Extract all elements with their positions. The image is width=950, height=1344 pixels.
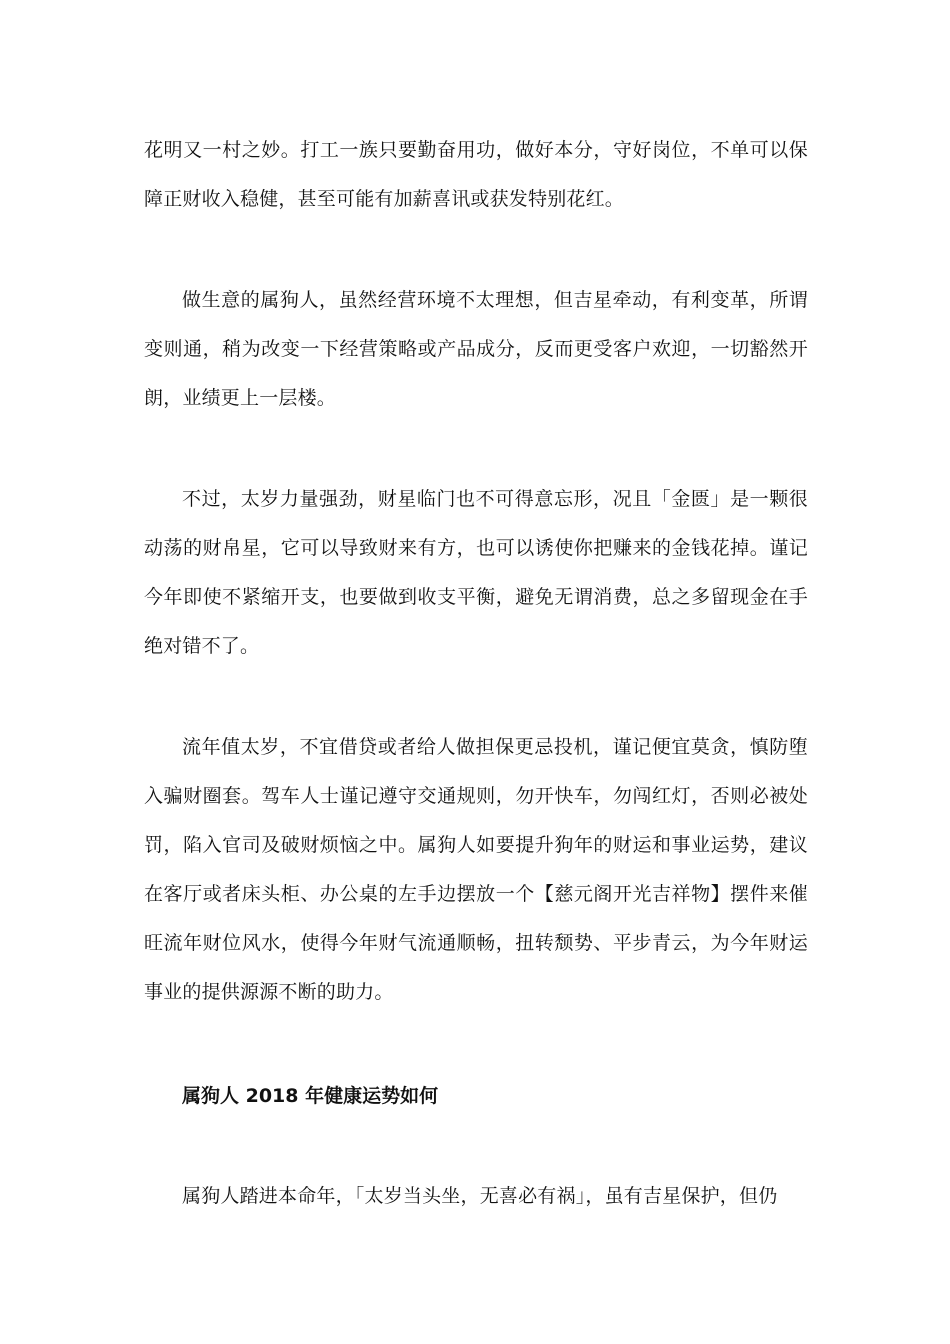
section-heading-health: 属狗人 2018 年健康运势如何	[182, 1085, 439, 1107]
paragraph-salary: 花明又一村之妙。打工一族只要勤奋用功，做好本分，守好岗位，不单可以保障正财收入稳健，甚至可能有加薪喜讯或获发特别花红。	[144, 139, 808, 210]
paragraph-health: 属狗人踏进本命年，「太岁当头坐，无喜必有祸」，虽有吉星保护，但仍	[182, 1185, 778, 1207]
paragraph-spending: 不过，太岁力量强劲，财星临门也不可得意忘形，况且「金匮」是一颗很动荡的财帛星，它可以导致财来有方，也可以诱使你把赚来的金钱花掉。谨记今年即使不紧缩开支，也要做到收支平衡，避免无谓消费，总之多留现金在手绝对错不了。	[144, 488, 808, 657]
paragraph-caution: 流年值太岁，不宜借贷或者给人做担保更忌投机，谨记便宜莫贪，慎防堕入骗财圈套。驾车人士谨记遵守交通规则，勿开快车，勿闯红灯，否则必被处罚，陷入官司及破财烦恼之中。属狗人如要提升狗年的财运和事业运势，建议在客厅或者床头柜、办公桌的左手边摆放一个【慈元阁开光吉祥物】摆件来催旺流年财位风水，使得今年财气流通顺畅，扭转颓势、平步青云，为今年财运事业的提供源源不断的助力。	[144, 736, 808, 1003]
paragraph-business: 做生意的属狗人，虽然经营环境不太理想，但吉星牵动，有利变革，所谓变则通，稍为改变一下经营策略或产品成分，反而更受客户欢迎，一切豁然开朗，业绩更上一层楼。	[144, 289, 808, 409]
